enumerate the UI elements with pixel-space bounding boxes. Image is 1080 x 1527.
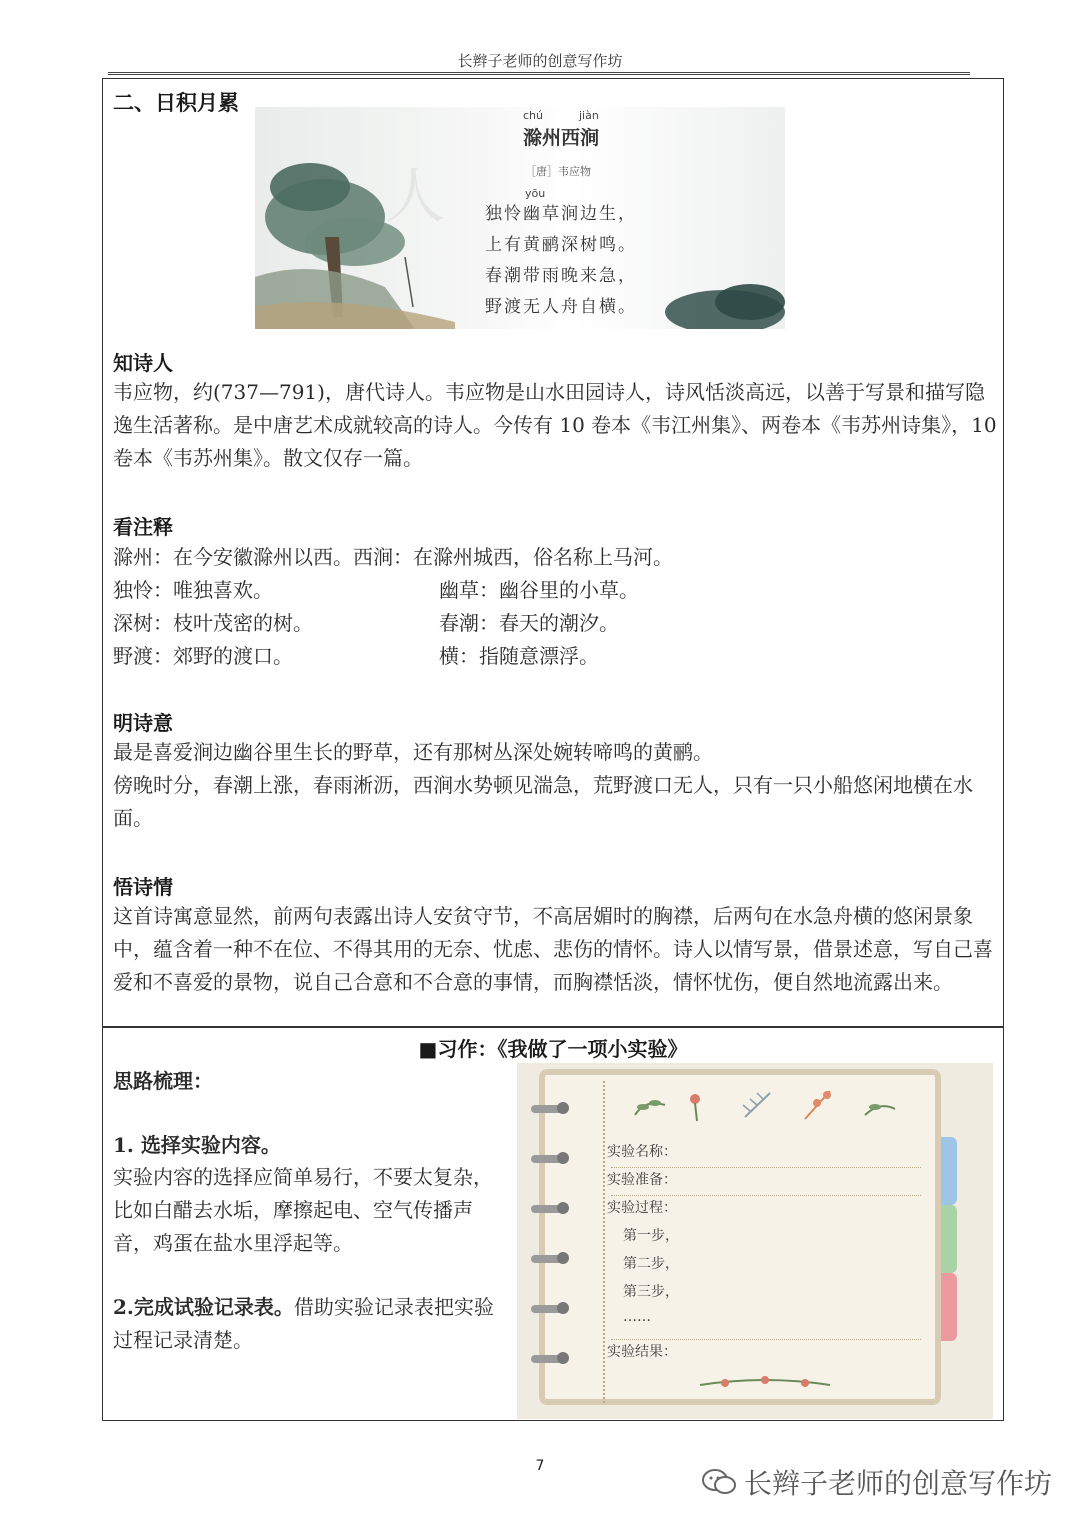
- poet-text: 韦应物，约(737—791)，唐代诗人。韦应物是山水田园诗人，诗风恬淡高远，以善于写景和描写隐逸生活著称。是中唐艺术成就较高的诗人。今传有 10 卷本《韦江州集》、两卷本《韦苏州诗集》，10 卷本《韦苏州集》。散文仅存一篇。: [113, 380, 997, 470]
- note-item: 深树：枝叶茂密的树。: [113, 611, 313, 635]
- notebook-ring: [531, 1255, 565, 1263]
- wechat-watermark: [702, 1462, 1052, 1502]
- notebook-ring: [531, 1105, 565, 1113]
- note-item: 独怜：唯独喜欢。: [113, 578, 273, 602]
- record-name-label: 实验名称：: [607, 1144, 677, 1160]
- section-daily-accumulation: [102, 78, 1004, 1028]
- note-item: 横：指随意漂浮。: [439, 644, 599, 668]
- poem-author: ［唐］韦应物: [525, 165, 591, 178]
- poem-illustration: [255, 107, 785, 329]
- svg-text:人: 人: [385, 162, 445, 232]
- record-dots: ……: [623, 1309, 651, 1325]
- feeling-heading: 悟诗情: [113, 875, 173, 899]
- record-step2-label: 第二步，: [623, 1256, 679, 1272]
- essay-title: ■习作：《我做了一项小实验》: [418, 1037, 688, 1061]
- feeling-text: 这首诗寓意显然，前两句表露出诗人安贫守节，不高居媚时的胸襟，后两句在水急舟横的悠闲景象中，蕴含着一种不在位、不得其用的无奈、忧虑、悲伤的情怀。诗人以情写景，借景述意，写自己喜爱和不喜爱的景物，说自己合意和不合意的事情，而胸襟恬淡，情怀忧伤，便自然地流露出来。: [113, 904, 993, 994]
- note-item: 春潮：春天的潮汐。: [439, 611, 619, 635]
- wechat-icon: [702, 1468, 736, 1496]
- record-prep-label: 实验准备：: [607, 1172, 677, 1188]
- notebook-ring: [531, 1305, 565, 1313]
- pinyin-jian: jiàn: [579, 109, 599, 122]
- notebook-line: [611, 1339, 921, 1340]
- header-rule: [108, 72, 970, 75]
- notebook-line: [611, 1167, 921, 1168]
- flower-garland-icon: [695, 1375, 835, 1395]
- experiment-record-notebook: [517, 1063, 993, 1419]
- notebook-ring: [531, 1355, 565, 1363]
- record-step3-label: 第三步，: [623, 1284, 679, 1300]
- section-title: 二、日积月累: [113, 90, 239, 115]
- notebook-margin: [603, 1081, 605, 1403]
- record-step1-label: 第一步，: [623, 1228, 679, 1244]
- poem-line: 上有黄鹂深树鸣。: [485, 235, 637, 255]
- meaning-heading: 明诗意: [113, 711, 173, 735]
- header-title: 长辫子老师的创意写作坊: [457, 52, 623, 70]
- notes-heading: 看注释: [113, 515, 173, 539]
- leaf-decoration-icon: [545, 1079, 925, 1129]
- poem-title: 滁州西涧: [523, 127, 600, 149]
- pinyin-chu: chú: [523, 109, 543, 122]
- meaning-line: 最是喜爱涧边幽谷里生长的野草，还有那树丛深处婉转啼鸣的黄鹂。: [113, 740, 713, 764]
- poem-line: 独怜幽草涧边生，: [485, 204, 637, 224]
- page-number: 7: [535, 1458, 545, 1474]
- step1-text: 实验内容的选择应简单易行，不要太复杂，比如白醋去水垢，摩擦起电、空气传播声音，鸡蛋在盐水里浮起等。: [113, 1165, 493, 1255]
- record-result-label: 实验结果：: [607, 1344, 677, 1360]
- section-essay: [102, 1026, 1004, 1421]
- pinyin-you: yōu: [525, 187, 546, 200]
- step2-text: 借助实验记录表把实验过程记录清楚。: [113, 1295, 494, 1352]
- poem-line: 春潮带雨晚来急，: [485, 266, 637, 286]
- step1-heading: 1. 选择实验内容。: [113, 1133, 281, 1157]
- note-item: 幽草：幽谷里的小草。: [439, 578, 639, 602]
- notebook-line: [611, 1195, 921, 1196]
- poet-heading: 知诗人: [113, 351, 173, 375]
- note-item: 野渡：郊野的渡口。: [113, 644, 293, 668]
- note-line: 滁州：在今安徽滁州以西。西涧：在滁州城西，俗名称上马河。: [113, 545, 673, 569]
- notebook-ring: [531, 1155, 565, 1163]
- step2-heading: 2.完成试验记录表。: [113, 1295, 294, 1319]
- notebook-ring: [531, 1205, 565, 1213]
- idea-heading: 思路梳理：: [113, 1069, 213, 1093]
- step2: [113, 1291, 508, 1357]
- meaning-line: 傍晚时分，春潮上涨，春雨淅沥，西涧水势顿见湍急，荒野渡口无人，只有一只小船悠闲地横在水面。: [113, 773, 973, 830]
- record-process-label: 实验过程：: [607, 1200, 677, 1216]
- poem-line: 野渡无人舟自横。: [485, 297, 637, 317]
- notebook-page: [539, 1069, 941, 1405]
- watermark-text: 长辫子老师的创意写作坊: [744, 1467, 1053, 1500]
